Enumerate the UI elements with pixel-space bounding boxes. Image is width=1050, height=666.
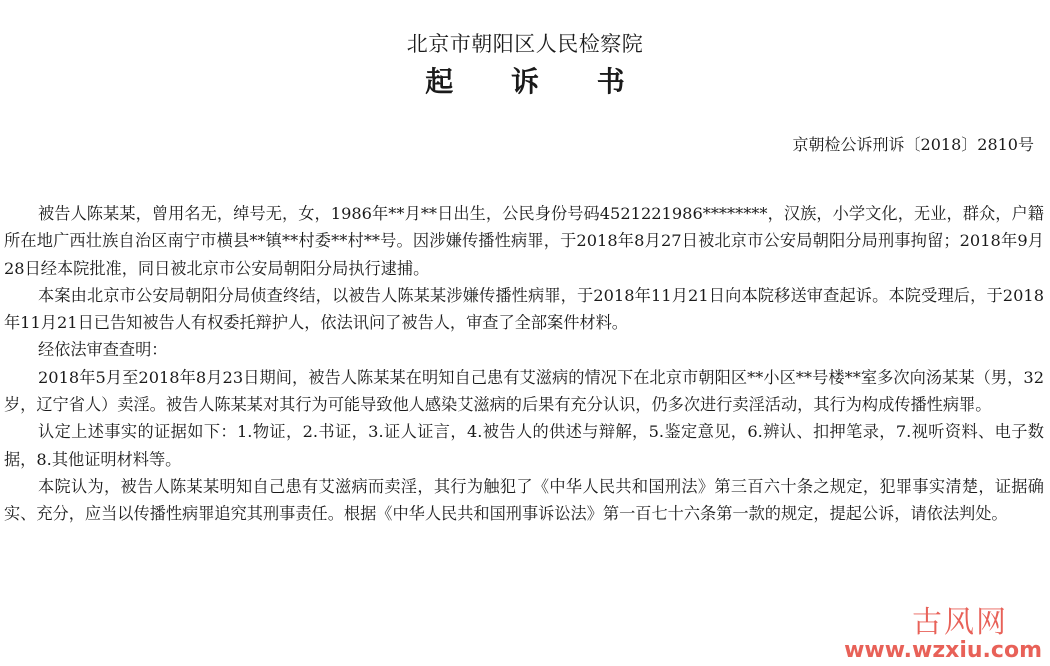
paragraph-facts: 2018年5月至2018年8月23日期间，被告人陈某某在明知自己患有艾滋病的情况下在北京市朝阳区**小区**号楼**室多次向汤某某（男，32岁，辽宁省人）卖淫。被告人陈某某对其行为可能导致他人感染艾滋病的后果有充分认识，仍多次进行卖淫活动，其行为构成传播性病罪。 [4, 367, 1044, 415]
watermark-name: 古风网 [912, 605, 1008, 640]
procuratorate-name: 北京市朝阳区人民检察院 [406, 32, 644, 56]
paragraph-conclusion: 本院认为，被告人陈某某明知自己患有艾滋病而卖淫，其行为触犯了《中华人民共和国刑法》第三百六十条之规定，犯罪事实清楚，证据确实、充分，应当以传播性病罪追究其刑事责任。根据《中华人民共和国刑事诉讼法》第一百七十六条第一款的规定，提起公诉，请依法判处。 [4, 476, 1044, 524]
paragraph-case-transfer: 本案由北京市公安局朝阳分局侦查终结，以被告人陈某某涉嫌传播性病罪，于2018年11月21日向本院移送审查起诉。本院受理后，于2018年11月21日已告知被告人有权委托辩护人，依法讯问了被告人，审查了全部案件材料。 [4, 285, 1044, 333]
case-number: 京朝检公诉刑诉〔2018〕2810号 [792, 135, 1034, 154]
site-watermark [844, 605, 1042, 663]
paragraph-findings-heading: 经依法审查查明： [38, 340, 168, 360]
watermark-url: www.wzxiu.com [844, 638, 1042, 663]
document-body [4, 200, 1044, 528]
paragraph-evidence: 认定上述事实的证据如下：1.物证，2.书证，3.证人证言，4.被告人的供述与辩解，5.鉴定意见，6.辨认、扣押笔录，7.视听资料、电子数据，8.其他证明材料等。 [4, 422, 1044, 469]
paragraph-defendant-info: 被告人陈某某，曾用名无，绰号无，女，1986年**月**日出生，公民身份号码4521221986********，汉族，小学文化，无业，群众，户籍所在地广西壮族自治区南宁市横县**镇**村委**村**号。因涉嫌传播性病罪，于2018年8月27日被北京市公安局朝阳分局刑事拘留；2018年9月28日经本院批准，同日被北京市公安局朝阳分局执行逮捕。 [4, 204, 1044, 278]
document-title: 起 诉 书 [425, 65, 649, 98]
